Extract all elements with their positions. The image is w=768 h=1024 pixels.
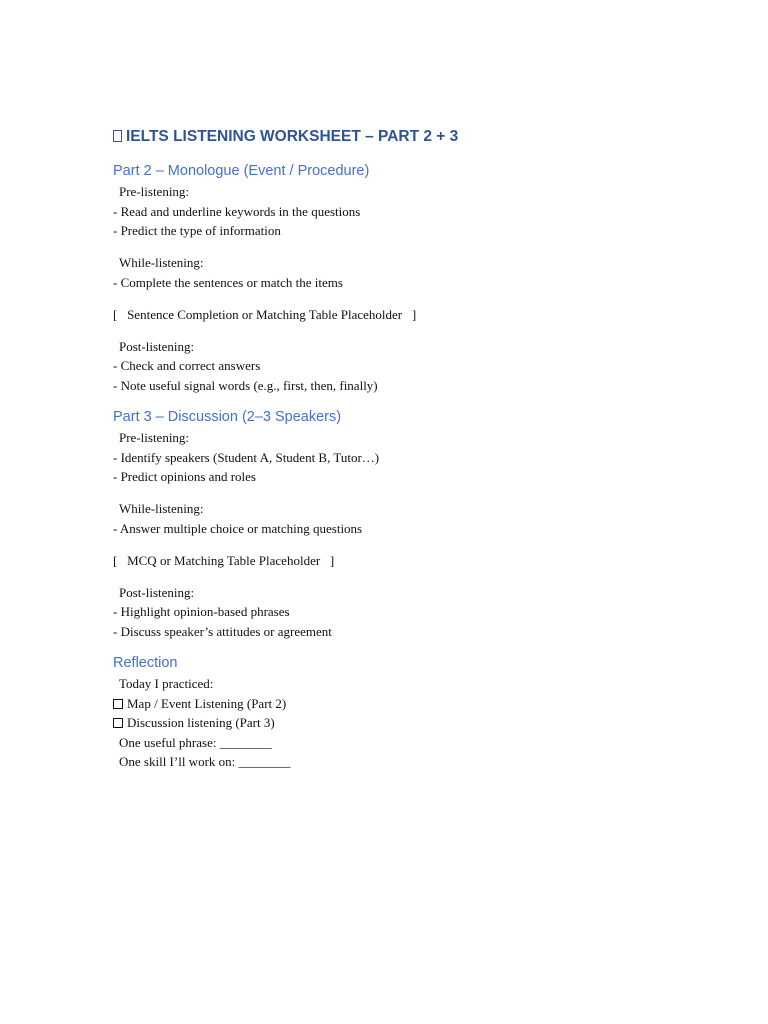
- reflection-check-1: [113, 694, 713, 714]
- title-text: IELTS LISTENING WORKSHEET – PART 2 + 3: [126, 128, 459, 145]
- checkbox-icon[interactable]: [113, 699, 123, 709]
- reflection-phrase: One useful phrase: ________: [119, 734, 272, 750]
- reflection-check-2: [113, 713, 713, 733]
- part3-pre-item-2: - Predict opinions and roles: [113, 469, 256, 484]
- part2-pre-item-1: - Read and underline keywords in the questions: [113, 203, 361, 219]
- part2-post-label: Post-listening:: [119, 338, 195, 354]
- worksheet-page: [113, 124, 713, 772]
- part3-post-item-2: - Discuss speaker’s attitudes or agreement: [113, 623, 332, 639]
- reflection-skill: One skill I’ll work on: ________: [119, 754, 291, 769]
- reflection-intro: Today I practiced:: [119, 676, 214, 691]
- part2-while-label: While-listening:: [119, 255, 204, 270]
- part2-heading: Part 2 – Monologue (Event / Procedure): [113, 163, 370, 179]
- part3-while-item-1: - Answer multiple choice or matching questions: [113, 520, 363, 536]
- part3-pre-label: Pre-listening:: [119, 430, 190, 445]
- part3-heading: Part 3 – Discussion (2–3 Speakers): [113, 409, 342, 425]
- part3-pre-item-1: - Identify speakers (Student A, Student B, Tutor…): [113, 449, 380, 465]
- part2-post-item-2: - Note useful signal words (e.g., first, then, finally): [113, 377, 378, 393]
- part2-pre-label: Pre-listening:: [119, 184, 190, 199]
- part3-post-label: Post-listening:: [119, 584, 195, 600]
- part2-post-item-1: - Check and correct answers: [113, 358, 261, 373]
- part3-while-label: While-listening:: [119, 501, 204, 516]
- part3-table-placeholder: [ MCQ or Matching Table Placeholder ]: [113, 552, 335, 568]
- part2-pre-item-2: - Predict the type of information: [113, 223, 281, 238]
- part3-post-item-1: - Highlight opinion-based phrases: [113, 604, 290, 619]
- reflection-heading: Reflection: [113, 655, 178, 671]
- reflection-check-2-label: Discussion listening (Part 3): [127, 715, 275, 730]
- part2-table-placeholder: [ Sentence Completion or Matching Table Placeholder ]: [113, 306, 417, 322]
- missing-glyph-icon: [113, 130, 122, 142]
- worksheet-title: [113, 124, 713, 150]
- reflection-check-1-label: Map / Event Listening (Part 2): [127, 695, 287, 711]
- checkbox-icon[interactable]: [113, 718, 123, 728]
- part2-while-item-1: - Complete the sentences or match the items: [113, 274, 343, 290]
